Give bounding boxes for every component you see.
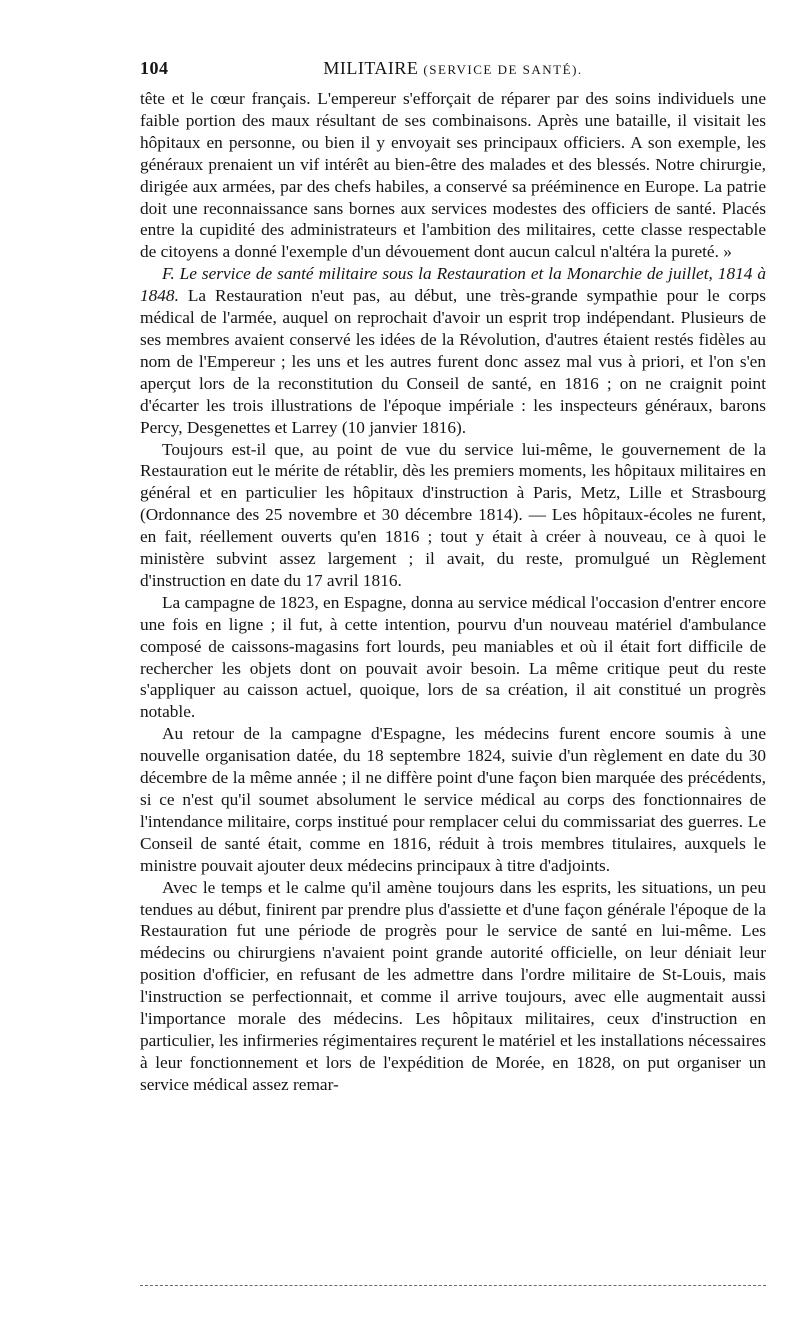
- running-header: [140, 52, 766, 82]
- paragraph-5: Au retour de la campagne d'Espagne, les médecins furent encore soumis à une nouvelle organisation datée, du 18 septembre 1824, suivie d'un règlement en date du 30 décembre de la même année ; il ne diffère point d'une façon bien marquée des précédents, si ce n'est qu'il soumet absolument le service médical au corps des fonctionnaires de l'intendance militaire, corps institué pour remplacer celui du commissariat des guerres. Le Conseil de santé était, comme en 1816, réduit à trois membres titulaires, auxquels le ministre pouvait ajouter deux médecins principaux à titre d'adjoints.: [140, 724, 766, 875]
- running-title-sub: (SERVICE DE SANTÉ).: [423, 62, 583, 77]
- body-text: [140, 88, 766, 1096]
- section-heading: F. Le service de santé militaire sous la Restauration et la Monarchie de juillet, 1814 à 1848.: [140, 264, 766, 306]
- footer-rule: [140, 1285, 766, 1286]
- running-title: [140, 58, 766, 79]
- paragraph-4: La campagne de 1823, en Espagne, donna au service médical l'occasion d'entrer encore une fois en ligne ; il fut, à cette intention, pourvu d'un nouveau matériel d'ambulance composé de caissons-magasins fort lourds, peu maniables et où il était fort difficile de rechercher les objets dont on pouvait avoir besoin. La même critique peut du reste s'appliquer au caisson actuel, quoique, lors de sa création, il ait constitué un progrès notable.: [140, 592, 766, 722]
- page-number: 104: [140, 58, 169, 78]
- paragraph-6: Avec le temps et le calme qu'il amène toujours dans les esprits, les situations, un peu tendues au début, finirent par prendre plus d'assiette et d'une façon générale l'époque de la Restauration fut une période de progrès pour le service de santé en lui-même. Les médecins ou chirurgiens n'avaient point grande autorité officielle, on leur déniait leur position d'officier, en refusant de les admettre dans l'ordre militaire de St-Louis, mais l'instruction se perfectionnait, et comme il arrive toujours, avec elle augmentait aussi l'importance morale des médecins. Les hôpitaux militaires, ceux d'instruction en particulier, les infirmeries régimentaires reçurent le matériel et les installations nécessaires à leur fonctionnement et lors de l'expédition de Morée, en 1828, on put organiser un service médical assez remar-: [140, 877, 766, 1094]
- paragraph-1: tête et le cœur français. L'empereur s'efforçait de réparer par des soins individuels une faible portion des maux résultant de ses combinaisons. Après une bataille, il visitait les hôpitaux en personne, ou bien il y envoyait ses principaux officiers. A son exemple, les généraux prenaient un vif intérêt au bien-être des malades et des blessés. Notre chirurgie, dirigée aux armées, par des chefs habiles, a conservé sa prééminence en Europe. La patrie doit une reconnaissance sans bornes aux services modestes des officiers de santé. Placés entre la cupidité des administrateurs et l'ambition des militaires, cette classe respectable de citoyens a donné l'exemple d'un dévouement dont aucun calcul n'altéra la pureté. »: [140, 89, 766, 262]
- paragraph-3: Toujours est-il que, au point de vue du service lui-même, le gouvernement de la Restauration eut le mérite de rétablir, dès les premiers moments, les hôpitaux militaires en général et en particulier les hôpitaux d'instruction à Paris, Metz, Lille et Strasbourg (Ordonnance des 25 novembre et 30 décembre 1814). — Les hôpitaux-écoles ne furent, en fait, réellement ouverts qu'en 1816 ; tout y était à créer à nouveau, ce à quoi le ministère subvint assez largement ; il avait, du reste, promulgué un Règlement d'instruction en date du 17 avril 1816.: [140, 439, 766, 590]
- paragraph-2-text: La Restauration n'eut pas, au début, une très-grande sympathie pour le corps médical de l'armée, auquel on reprochait d'avoir un esprit trop indépendant. Plusieurs de ses membres avaient conservé les idées de la Révolution, d'autres étaient restés fidèles au nom de l'Empereur ; les uns et les autres furent donc assez mal vus à priori, et l'on s'en aperçut lors de la reconstitution du Conseil de santé, en 1816 ; on ne craignit point d'écarter les trois illustrations de l'époque impériale : les inspecteurs généraux, barons Percy, Desgenettes et Larrey (10 janvier 1816).: [140, 286, 766, 437]
- paragraph-2: [140, 263, 766, 438]
- running-title-main: MILITAIRE: [323, 58, 419, 78]
